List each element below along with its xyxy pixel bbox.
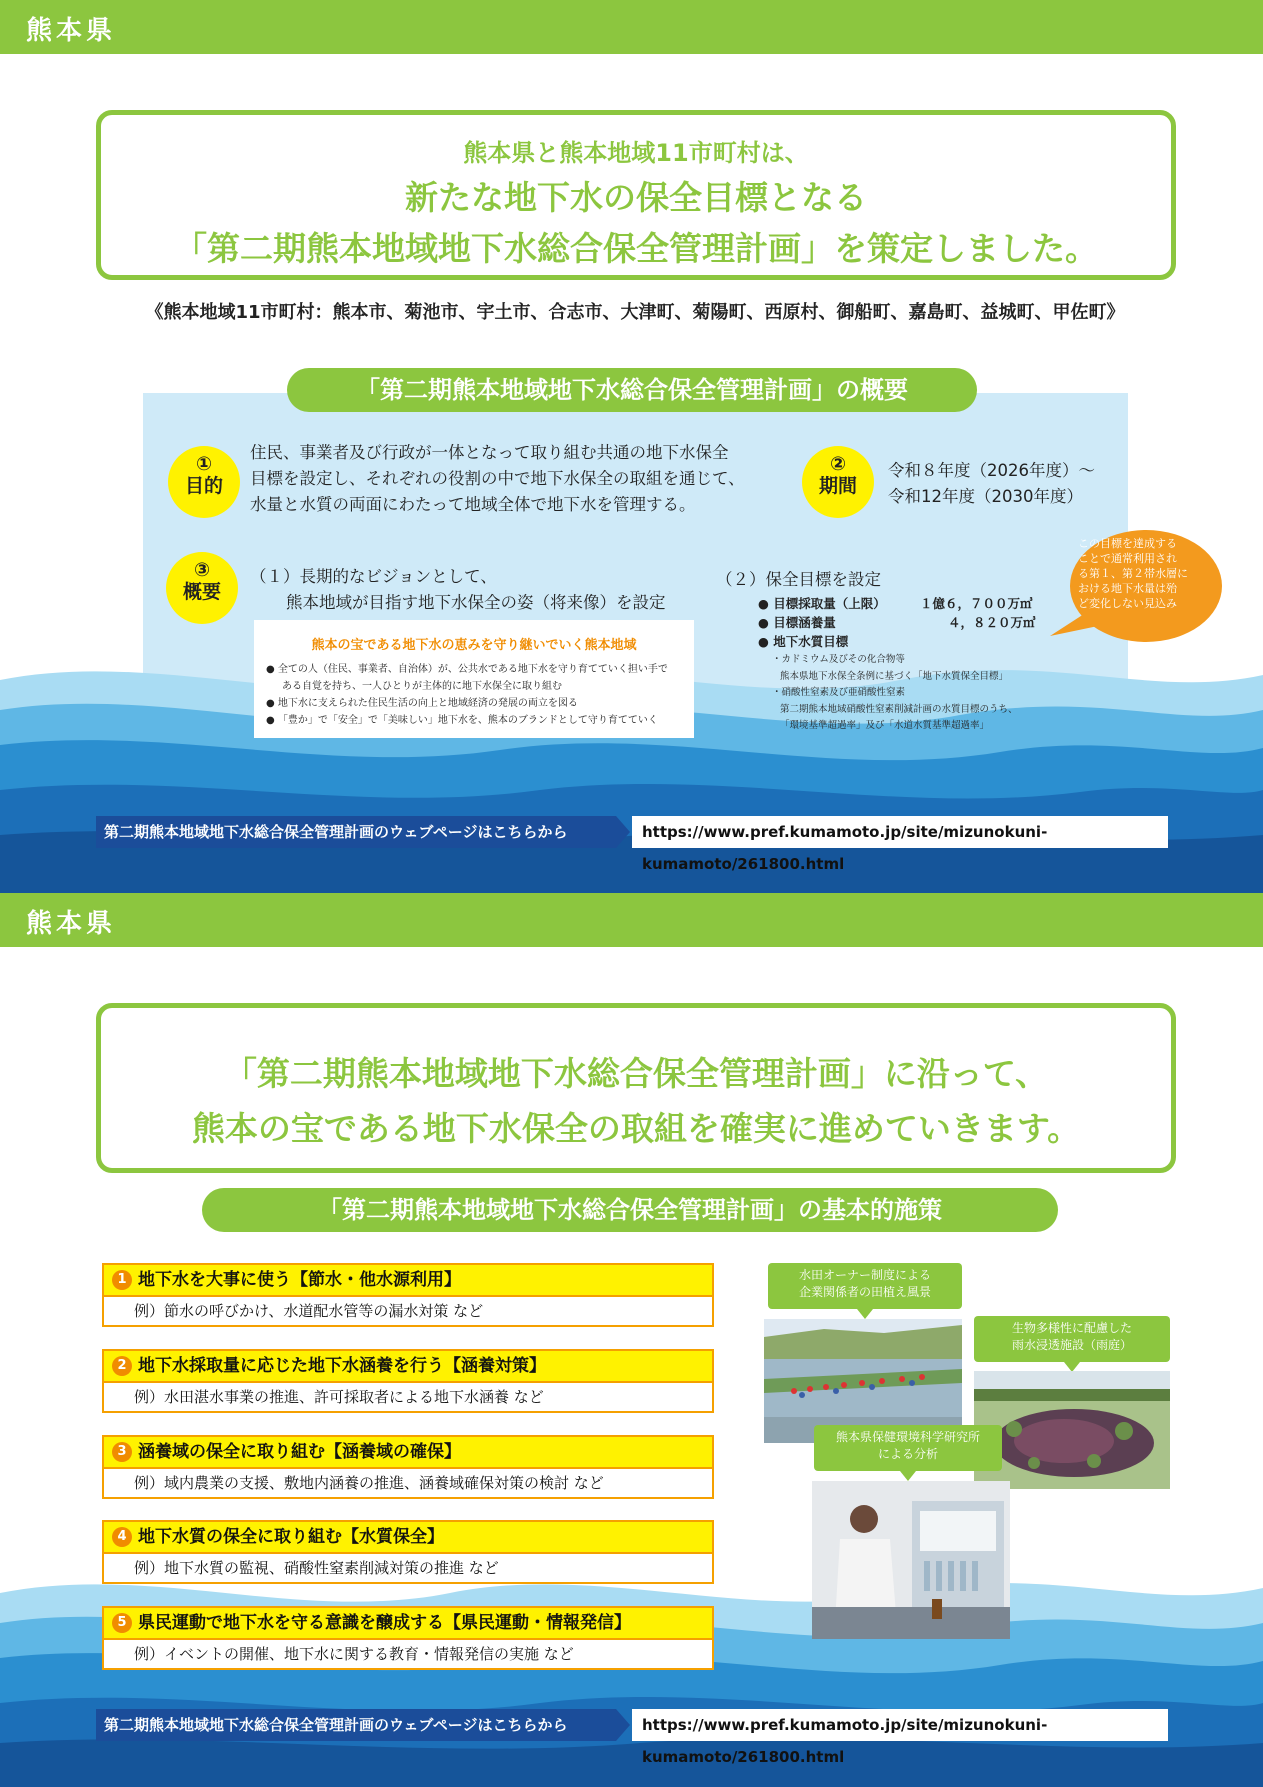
photo1-label-line-2: 企業関係者の田植え風景 xyxy=(798,1285,931,1299)
period-text xyxy=(888,458,1128,510)
photo2-label-line-1: 生物多様性に配慮した xyxy=(1011,1321,1132,1335)
prefecture-name: 熊本県 xyxy=(26,16,117,46)
vision-box-items xyxy=(254,653,694,729)
measure-title-3 xyxy=(102,1435,714,1469)
measure-number-1: 1 xyxy=(112,1270,132,1290)
headline-box xyxy=(96,110,1176,280)
measure-title-text-2: 地下水採取量に応じた地下水涵養を行う【涵養対策】 xyxy=(138,1356,546,1376)
purpose-text-line-3: 水量と水質の両面にわたって地域全体で地下水を管理する。 xyxy=(250,495,696,514)
goal-recharge-label: ● 目標涵養量 xyxy=(758,615,836,630)
measure-title-text-4: 地下水質の保全に取り組む【水質保全】 xyxy=(138,1527,444,1547)
measure-item-1 xyxy=(102,1263,714,1327)
measure-title-1 xyxy=(102,1263,714,1297)
bubble-line-5: ど変化しない見込み xyxy=(1078,597,1177,610)
goal-quality-items xyxy=(772,652,1062,735)
vision-item-3: ● 「豊か」で「安全」で「美味しい」地下水を、熊本のブランドとして守り育てていく xyxy=(266,715,658,726)
purpose-text xyxy=(250,440,790,518)
purpose-label: 目的 xyxy=(184,475,223,497)
vision-box xyxy=(254,620,694,738)
quality-item-nitrate-desc: 第二期熊本地域硝酸性窒素削減計画の水質目標のうち、 xyxy=(780,703,1018,715)
summary-label: 概要 xyxy=(182,581,221,603)
measure-title-text-1: 地下水を大事に使う【節水・他水源利用】 xyxy=(138,1270,461,1290)
headline-box-2 xyxy=(96,1003,1176,1173)
period-number: ② xyxy=(829,453,847,475)
measure-title-5 xyxy=(102,1606,714,1640)
measure-number-5: 5 xyxy=(112,1613,132,1633)
measures-title: 「第二期熊本地域地下水総合保全管理計画」の基本的施策 xyxy=(202,1188,1058,1232)
prefecture-header-bar xyxy=(0,0,1263,54)
measure-item-2 xyxy=(102,1349,714,1413)
quality-item-cadmium-desc: 熊本県地下水保全条例に基づく「地下水質保全目標」 xyxy=(780,670,1009,682)
photo-label-rain-garden xyxy=(974,1316,1170,1362)
vision-item-2: ● 地下水に支えられた住民生活の向上と地域経済の発展の両立を図る xyxy=(266,698,578,709)
bubble-line-1: この目標を達成する xyxy=(1078,537,1177,550)
photo-rain-garden xyxy=(974,1371,1170,1489)
photo-label-lab-analysis xyxy=(814,1425,1002,1471)
vision-item-1: ● 全ての人（住民、事業者、自治体）が、公共水である地下水を守り育てていく担い手で xyxy=(266,664,668,675)
measure-item-5 xyxy=(102,1606,714,1670)
web-link-arrow-icon xyxy=(616,816,630,848)
photo3-label-line-1: 熊本県保健環境科学研究所 xyxy=(835,1430,980,1444)
measure-title-2 xyxy=(102,1349,714,1383)
measure-title-text-3: 涵養域の保全に取り組む【涵養域の確保】 xyxy=(138,1442,461,1462)
photo3-label-line-2: による分析 xyxy=(877,1447,938,1461)
bubble-line-3: る第１、第２帯水層に xyxy=(1078,567,1188,580)
measure-number-3: 3 xyxy=(112,1442,132,1462)
vision-heading xyxy=(250,564,720,616)
period-text-line-2: 令和12年度（2030年度） xyxy=(888,487,1083,506)
measure-title-text-5: 県民運動で地下水を守る意識を醸成する【県民運動・情報発信】 xyxy=(138,1613,631,1633)
measure-number-4: 4 xyxy=(112,1527,132,1547)
period-badge xyxy=(802,446,874,518)
measure-item-3 xyxy=(102,1435,714,1499)
measure-number-2: 2 xyxy=(112,1356,132,1376)
photo2-label-line-2: 雨水浸透施設（雨庭） xyxy=(1011,1338,1132,1352)
note-bubble-text xyxy=(1078,536,1218,611)
quality-item-cadmium: ・カドミウム及びその化合物等 xyxy=(772,654,905,665)
web-link-bar-2[interactable] xyxy=(96,1709,1168,1766)
headline2-line-1: 「第二期熊本地域地下水総合保全管理計画」に沿って、 xyxy=(223,1054,1049,1093)
measure-item-4 xyxy=(102,1520,714,1584)
vision-item-1-cont: ある自覚を持ち、一人ひとりが主体的に地下水保全に取り組む xyxy=(282,681,562,692)
headline2-line-2: 熊本の宝である地下水保全の取組を確実に進めていきます。 xyxy=(191,1109,1081,1148)
purpose-text-line-1: 住民、事業者及び行政が一体となって取り組む共通の地下水保全 xyxy=(250,443,729,462)
web-link-url-2[interactable]: https://www.pref.kumamoto.jp/site/mizunokuni-kumamoto/261800.html xyxy=(632,1709,1168,1741)
headline-line-1: 熊本県と熊本地域11市町村は、 xyxy=(463,139,809,167)
goal-title: （２）保全目標を設定 xyxy=(716,570,881,589)
measure-example-5: 例）イベントの開催、地下水に関する教育・情報発信の実施 など xyxy=(102,1640,714,1670)
overview-title: 「第二期熊本地域地下水総合保全管理計画」の概要 xyxy=(287,368,977,412)
goal-intake-value: １億６，７００万㎥ xyxy=(920,596,1033,611)
web-link-url[interactable]: https://www.pref.kumamoto.jp/site/mizunokuni-kumamoto/261800.html xyxy=(632,816,1168,848)
goal-quality-label: ● 地下水質目標 xyxy=(758,634,849,649)
measure-example-2: 例）水田湛水事業の推進、許可採取者による地下水涵養 など xyxy=(102,1383,714,1413)
flyer-page-2 xyxy=(0,893,1263,1787)
web-link-label: 第二期熊本地域地下水総合保全管理計画のウェブページはこちらから xyxy=(96,816,616,848)
wave-decoration-2 xyxy=(0,1553,1263,1787)
purpose-badge xyxy=(168,446,240,518)
vision-box-title: 熊本の宝である地下水の恵みを守り継いでいく熊本地域 xyxy=(311,638,637,653)
photo1-label-line-1: 水田オーナー制度による xyxy=(798,1268,931,1282)
prefecture-header-bar-2 xyxy=(0,893,1263,947)
photo-lab-analysis xyxy=(812,1481,1010,1639)
quality-item-nitrate-rates: 「環境基準超過率」及び「水道水質基準超過率」 xyxy=(780,720,990,731)
vision-heading-line-2: 熊本地域が目指す地下水保全の姿（将来像）を設定 xyxy=(286,593,666,612)
vision-heading-line-1: （１）長期的なビジョンとして、 xyxy=(250,567,497,586)
period-text-line-1: 令和８年度（2026年度）～ xyxy=(888,461,1095,480)
purpose-text-line-2: 目標を設定し、それぞれの役割の中で地下水保全の取組を通じて、 xyxy=(250,469,745,488)
web-link-arrow-icon-2 xyxy=(616,1709,630,1741)
municipalities-list: 《熊本地域11市町村：熊本市、菊池市、宇土市、合志市、大津町、菊陽町、西原村、御船町、嘉島町、益城町、甲佐町》 xyxy=(145,302,1125,323)
goal-recharge-value: ４，８２０万㎥ xyxy=(948,615,1036,630)
summary-number: ③ xyxy=(193,559,211,581)
headline-line-2: 新たな地下水の保全目標となる xyxy=(405,178,867,217)
measure-title-4 xyxy=(102,1520,714,1554)
bubble-line-4: おける地下水量は殆 xyxy=(1078,582,1177,595)
summary-badge xyxy=(166,552,238,624)
period-label: 期間 xyxy=(818,475,857,497)
goal-intake-label: ● 目標採取量（上限） xyxy=(758,596,886,611)
measure-example-4: 例）地下水質の監視、硝酸性窒素削減対策の推進 など xyxy=(102,1554,714,1584)
flyer-page-1 xyxy=(0,0,1263,893)
bubble-line-2: ことで通常利用され xyxy=(1078,552,1177,565)
purpose-number: ① xyxy=(195,453,213,475)
web-link-bar[interactable] xyxy=(96,816,1168,873)
measure-example-3: 例）域内農業の支援、敷地内涵養の推進、涵養域確保対策の検討 など xyxy=(102,1469,714,1499)
measure-example-1: 例）節水の呼びかけ、水道配水管等の漏水対策 など xyxy=(102,1297,714,1327)
web-link-label-2: 第二期熊本地域地下水総合保全管理計画のウェブページはこちらから xyxy=(96,1709,616,1741)
goal-list xyxy=(758,594,1058,651)
photo-label-rice-planting xyxy=(768,1263,962,1309)
headline-line-3: 「第二期熊本地域地下水総合保全管理計画」を策定しました。 xyxy=(174,229,1098,268)
prefecture-name-2: 熊本県 xyxy=(26,909,117,939)
quality-item-nitrate: ・硝酸性窒素及び亜硝酸性窒素 xyxy=(772,687,906,698)
